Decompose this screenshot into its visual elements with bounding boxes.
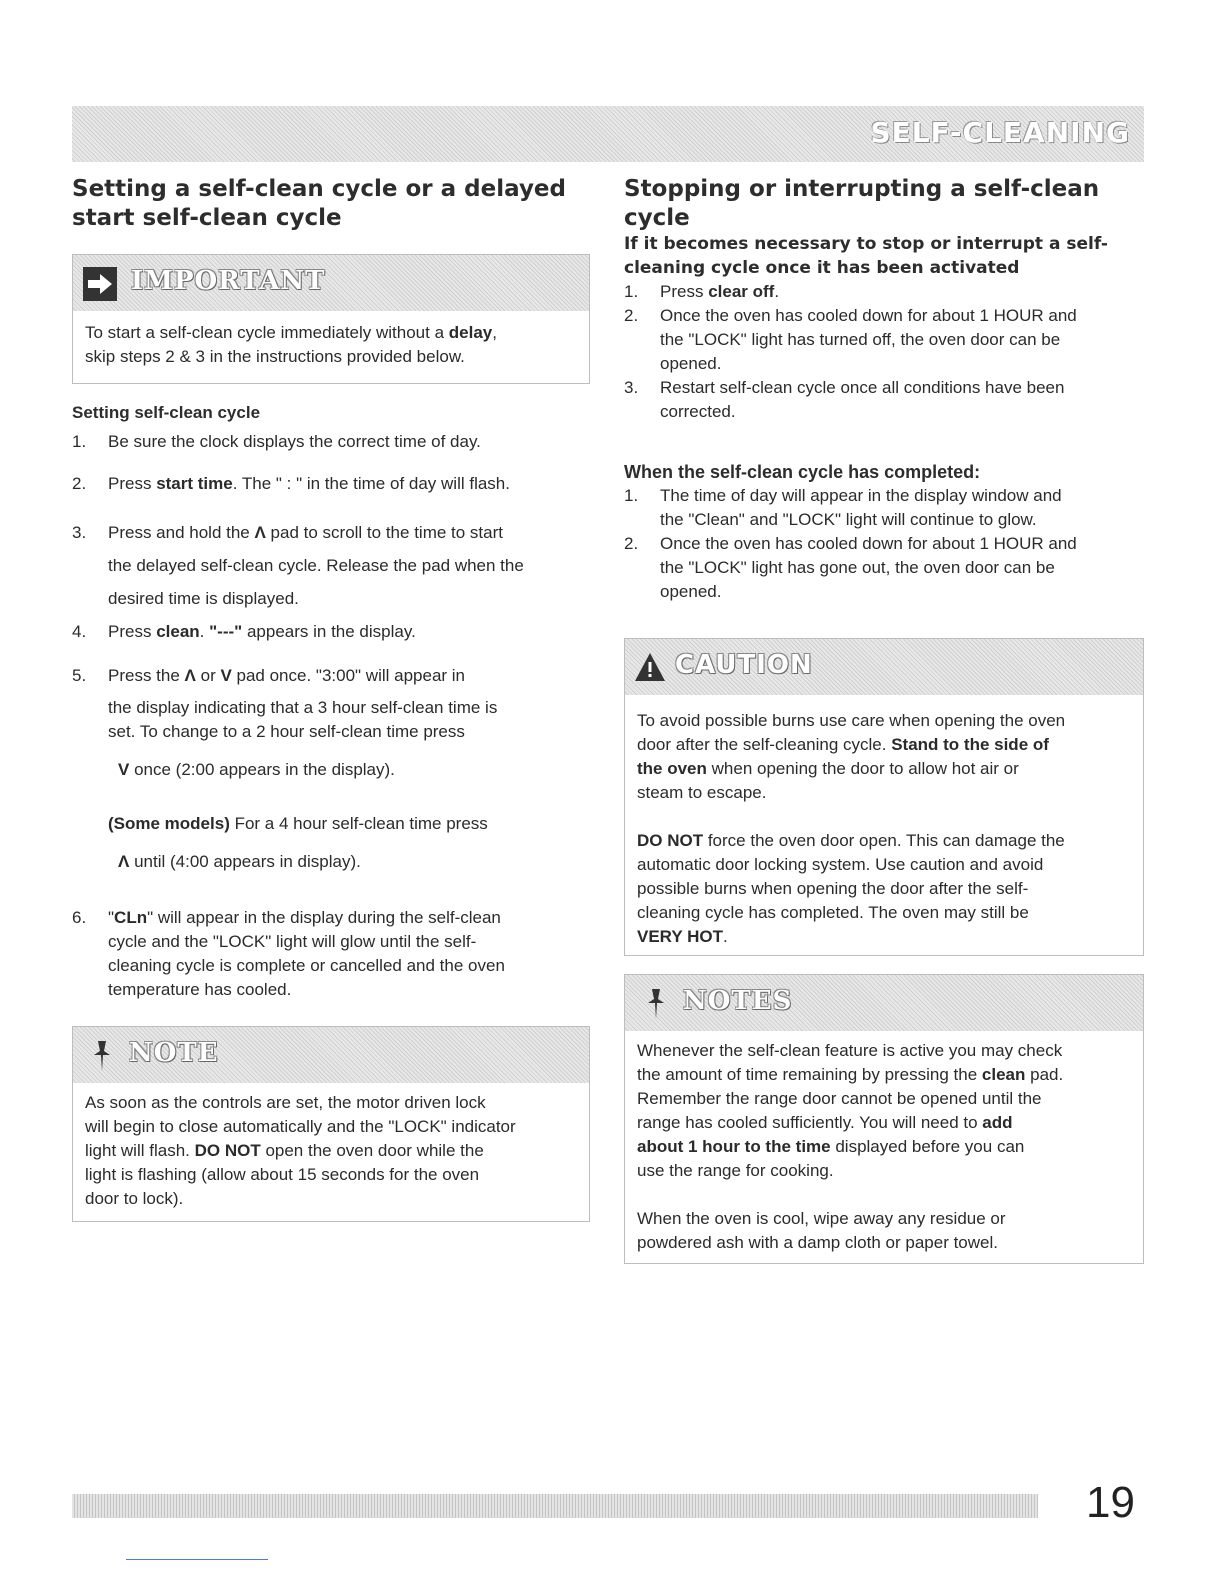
up-arrow-icon: Λ — [118, 852, 130, 871]
pushpin-icon — [89, 1039, 115, 1073]
right-heading: Stopping or interrupting a self-clean cycle — [624, 176, 1100, 231]
notes-box — [624, 974, 1144, 1264]
setting-steps: 1. Be sure the clock displays the correct time of day. 2. Press start time. The " : " in the time of day will flash. 3. Press and hold the Λ pad to scroll to the time to start the delayed self-clean cycle. Release the pad when the desired time is displayed. 4. Press clean. "---" appears in the display. 5. Press the Λ or V pad once. "3:00" will appear in the display indicating that a 3 hour self-clean time is set. To change to a 2 hour self-clean time press V once (2:00 appears in the display). (Some models) For a 4 hour self-clean time press Λ until (4:00 appears in display). 6. "CLn" will appear in the display during the self-clean cycle and the "LOCK" light will glow until the self- cleaning cycle is complete or cancelled and the oven temperature has cooled. — [72, 432, 524, 999]
setting-title: Setting self-clean cycle — [72, 403, 261, 422]
warning-icon — [633, 651, 667, 683]
note-text: As soon as the controls are set, the motor driven lock will begin to close automatically and the "LOCK" indicator light will flash. DO NOT open the oven door while the light is flashing (allow about 15 seconds for the oven door to lock). — [85, 1093, 516, 1208]
down-arrow-icon: V — [118, 760, 130, 779]
page-number: 19 — [1086, 1478, 1135, 1527]
section-title: SELF-CLEANING — [870, 116, 1130, 149]
left-heading: Setting a self-clean cycle or a delayed start self-clean cycle — [72, 176, 566, 231]
up-arrow-icon: Λ — [184, 666, 196, 685]
section-banner — [72, 106, 1144, 162]
note-title: NOTE — [129, 1038, 219, 1068]
caution-box — [624, 638, 1144, 956]
divider — [126, 1559, 268, 1560]
notes-title: NOTES — [683, 986, 793, 1016]
down-arrow-icon: V — [220, 666, 232, 685]
completed-subtitle: When the self-clean cycle has completed: — [624, 462, 981, 482]
note-box — [72, 1026, 590, 1222]
important-title: IMPORTANT — [131, 266, 326, 296]
stop-subtitle: If it becomes necessary to stop or interrupt a self- cleaning cycle once it has been activated — [624, 234, 1108, 278]
caution-title: CAUTION — [675, 650, 813, 680]
important-text: To start a self-clean cycle immediately without a delay, skip steps 2 & 3 in the instructions provided below. — [85, 323, 497, 366]
pushpin-icon — [643, 987, 669, 1021]
important-box — [72, 254, 590, 384]
up-arrow-icon: Λ — [254, 523, 266, 542]
arrow-right-icon — [83, 267, 117, 301]
stop-steps: 1. Press clear off. 2. Once the oven has cooled down for about 1 HOUR and the "LOCK" light has turned off, the oven door can be opened. 3. Restart self-clean cycle once all conditions have been corrected. — [624, 282, 1077, 421]
notes-text: Whenever the self-clean feature is active you may check the amount of time remaining by pressing the clean pad. Remember the range door cannot be opened until the range has cooled sufficiently. You will need to add about 1 hour to the time displayed before you can use the range for cooking. When the oven is cool, wipe away any residue or powdered ash with a damp cloth or paper towel. — [637, 1041, 1064, 1252]
caution-text: To avoid possible burns use care when opening the oven door after the self-cleaning cycle. Stand to the side of the oven when opening the door to allow hot air or steam to escape. DO NOT force the oven door open. This can damage the automatic door locking system. Use caution and avoid possible burns when opening the door after the self- cleaning cycle has completed. The oven may still be VERY HOT. — [637, 711, 1066, 946]
footer-bar — [72, 1494, 1038, 1518]
completed-steps: 1. The time of day will appear in the display window and the "Clean" and "LOCK" light will continue to glow. 2. Once the oven has cooled down for about 1 HOUR and the "LOCK" light has gone out, the oven door can be opened. — [624, 486, 1077, 601]
